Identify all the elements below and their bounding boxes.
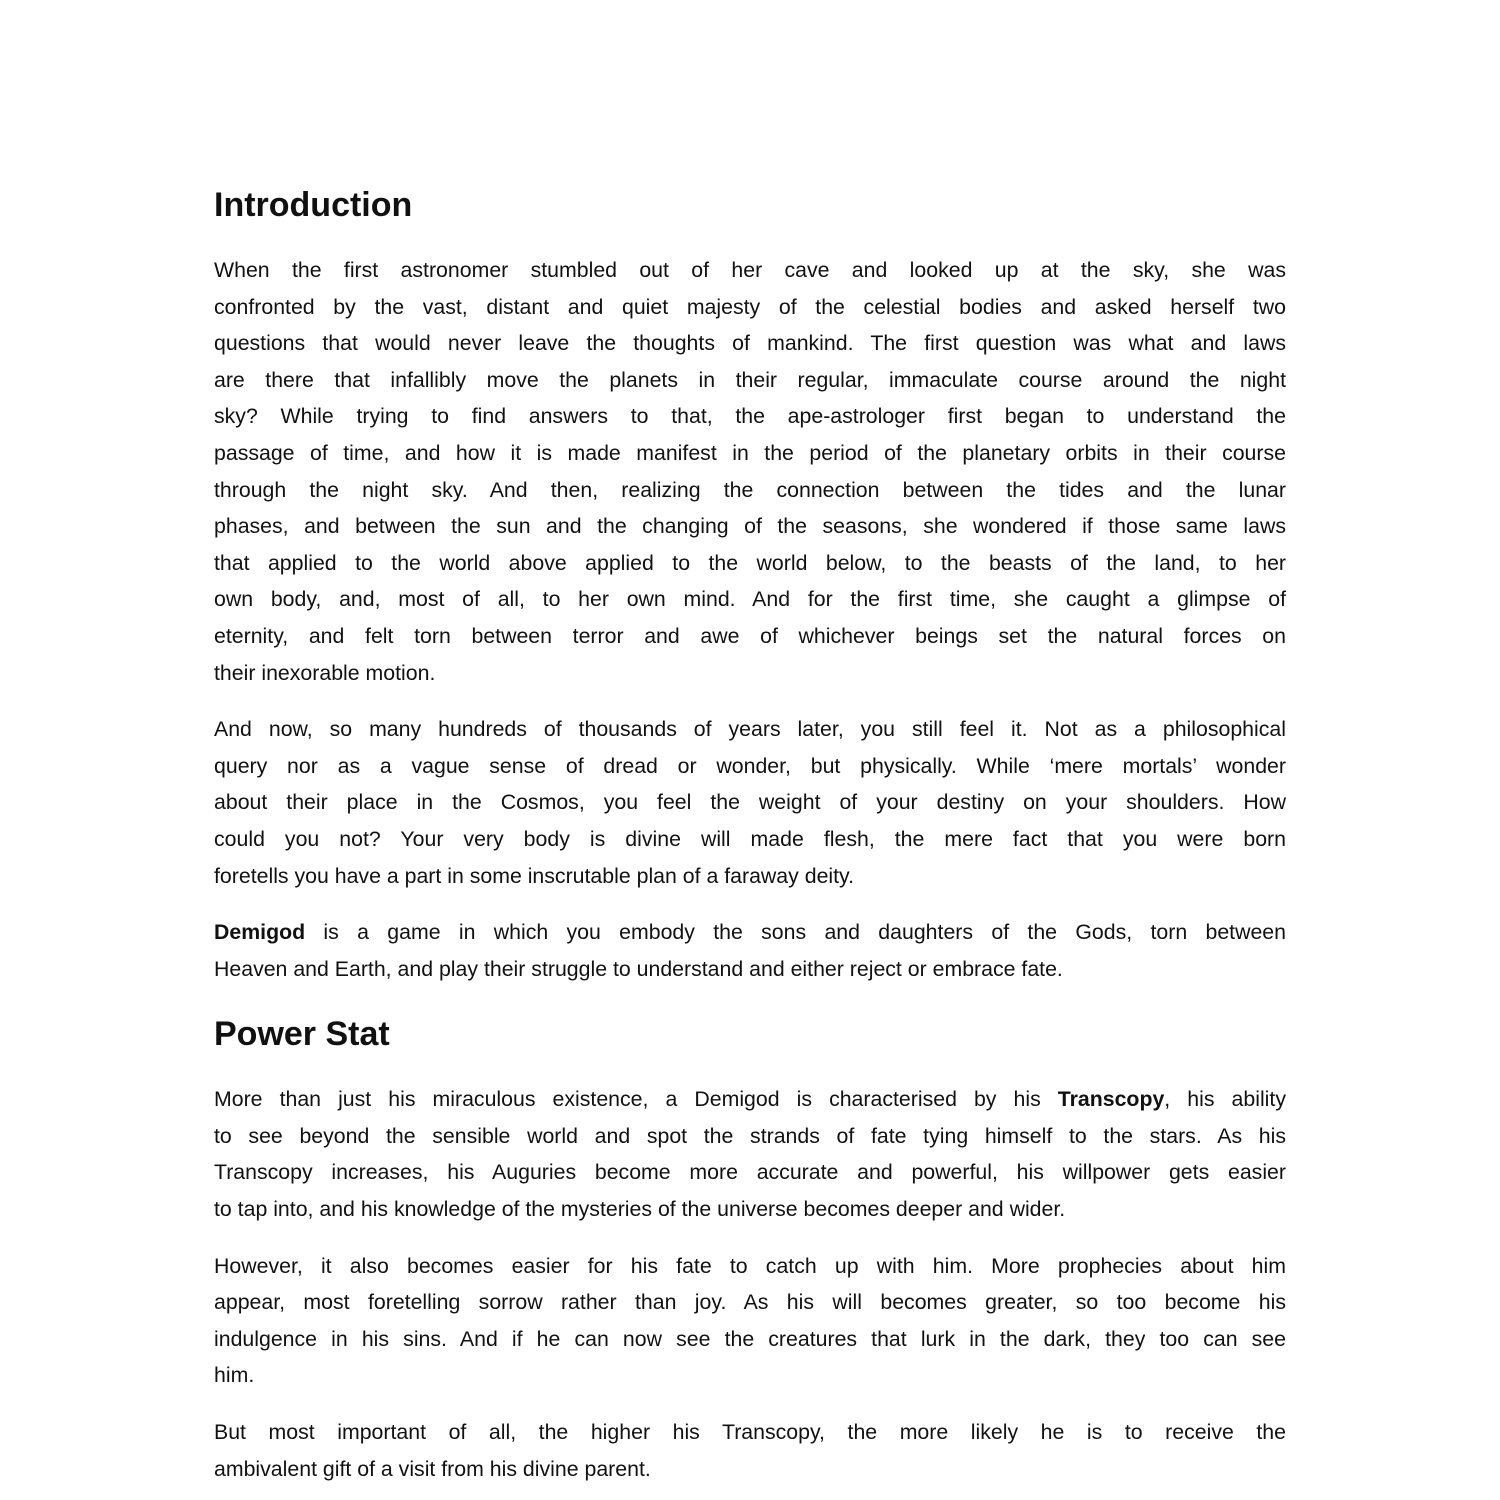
text-line: eternity, and felt torn between terror and awe of whichever beings set the natural forces on — [214, 623, 1286, 648]
text-line: confronted by the vast, distant and quiet majesty of the celestial bodies and asked herself two — [214, 294, 1286, 319]
text-line: could you not? Your very body is divine will made flesh, the mere fact that you were born — [214, 826, 1286, 851]
text-line: sky? While trying to find answers to that, the ape-astrologer first began to understand the — [214, 404, 1286, 429]
text-segment: , his ability — [1164, 1087, 1286, 1112]
text-line: him. — [214, 1363, 255, 1388]
text-line: Transcopy increases, his Auguries become more accurate and powerful, his willpower gets easier — [214, 1160, 1286, 1185]
text-line: phases, and between the sun and the changing of the seasons, she wondered if those same laws — [214, 514, 1286, 539]
text-line: their inexorable motion. — [214, 660, 436, 685]
text-line: that applied to the world above applied to the world below, to the beasts of the land, to her — [214, 550, 1286, 575]
section-heading: Introduction — [214, 186, 413, 224]
text-line — [214, 914, 1286, 951]
text-line: are there that infallibly move the planets in their regular, immaculate course around the night — [214, 367, 1286, 392]
paragraph — [214, 252, 1286, 691]
text-line: questions that would never leave the thoughts of mankind. The first question was what and laws — [214, 331, 1286, 356]
text-line: through the night sky. And then, realizing the connection between the tides and the lunar — [214, 477, 1286, 502]
bold-term: Demigod — [214, 920, 306, 945]
text-segment: More than just his miraculous existence, a Demigod is characterised by his — [214, 1087, 1058, 1112]
paragraph — [214, 914, 1286, 987]
text-line: ambivalent gift of a visit from his divine parent. — [214, 1456, 651, 1481]
text-line: indulgence in his sins. And if he can now see the creatures that lurk in the dark, they too can see — [214, 1326, 1286, 1351]
text-line: about their place in the Cosmos, you feel the weight of your destiny on your shoulders. How — [214, 790, 1286, 815]
paragraph — [214, 1248, 1286, 1394]
text-line: own body, and, most of all, to her own mind. And for the first time, she caught a glimpse of — [214, 587, 1286, 612]
bold-term: Transcopy — [1057, 1087, 1165, 1112]
text-segment: is a game in which you embody the sons and daughters of the Gods, torn between — [305, 920, 1286, 945]
text-line: to see beyond the sensible world and spot the strands of fate tying himself to the stars. As his — [214, 1123, 1286, 1148]
paragraph — [214, 711, 1286, 894]
section-heading: Power Stat — [214, 1015, 390, 1054]
text-line: passage of time, and how it is made manifest in the period of the planetary orbits in their course — [214, 440, 1286, 465]
text-line: However, it also becomes easier for his fate to catch up with him. More prophecies about him — [214, 1253, 1286, 1278]
text-line: to tap into, and his knowledge of the mysteries of the universe becomes deeper and wider. — [214, 1197, 1066, 1222]
text-line: appear, most foretelling sorrow rather than joy. As his will becomes greater, so too become his — [214, 1290, 1286, 1315]
paragraph — [214, 1081, 1286, 1227]
document-page — [214, 183, 1286, 1487]
text-line: And now, so many hundreds of thousands of years later, you still feel it. Not as a philosophical — [214, 717, 1286, 742]
text-line: query nor as a vague sense of dread or wonder, but physically. While ‘mere mortals’ wonder — [214, 753, 1286, 778]
paragraph — [214, 1414, 1286, 1487]
text-line: foretells you have a part in some inscrutable plan of a faraway deity. — [214, 863, 855, 888]
text-line: But most important of all, the higher his Transcopy, the more likely he is to receive the — [214, 1420, 1286, 1445]
text-line: Heaven and Earth, and play their struggle to understand and either reject or embrace fate. — [214, 956, 1063, 981]
text-line: When the first astronomer stumbled out of her cave and looked up at the sky, she was — [214, 258, 1286, 282]
text-line — [214, 1081, 1286, 1118]
